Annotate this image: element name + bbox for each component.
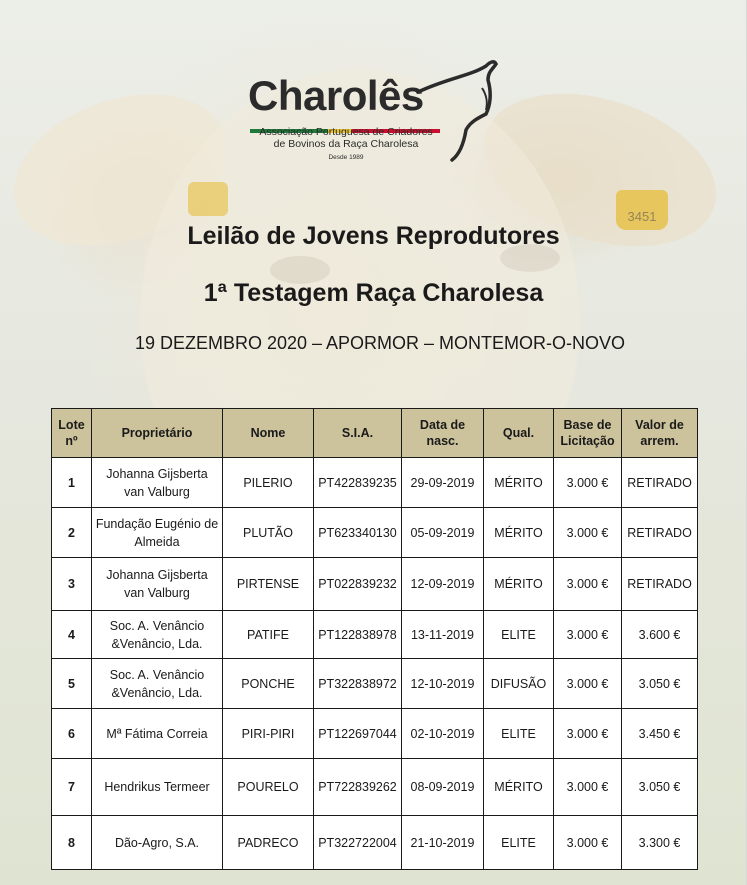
ear-tag-left [188,182,228,216]
cell-base: 3.000 € [554,816,622,870]
logo-association-line2: de Bovinos da Raça Charolesa [273,138,419,150]
col-header-nome: Nome [223,409,314,458]
cell-base: 3.000 € [554,659,622,709]
table-row [52,458,698,508]
cell-lote: 4 [52,611,92,659]
cell-lote: 5 [52,659,92,709]
cell-valor: 3.600 € [622,611,698,659]
cell-lote: 8 [52,816,92,870]
cell-qual: ELITE [484,709,554,759]
cell-sia: PT422839235 [314,458,402,508]
cell-base: 3.000 € [554,611,622,659]
page-title: Leilão de Jovens Reprodutores [187,222,560,250]
cell-qual: DIFUSÃO [484,659,554,709]
col-header-valor-arrem: Valor de arrem. [622,409,698,458]
cell-sia: PT322838972 [314,659,402,709]
logo-association-line1: Associação Portuguesa de Criadores [259,126,433,138]
cell-sia: PT122838978 [314,611,402,659]
cell-nome: PIRI-PIRI [223,709,314,759]
cell-data-nasc: 08-09-2019 [402,759,484,816]
cell-owner: Dão-Agro, S.A. [92,816,223,870]
cell-valor: 3.300 € [622,816,698,870]
cell-lote: 1 [52,458,92,508]
cell-valor: 3.050 € [622,759,698,816]
table-row [52,709,698,759]
cell-data-nasc: 29-09-2019 [402,458,484,508]
cell-owner: Soc. A. Venâncio &Venâncio, Lda. [92,659,223,709]
cell-sia: PT722839262 [314,759,402,816]
col-header-data-nasc: Data de nasc. [402,409,484,458]
cell-sia: PT322722004 [314,816,402,870]
cell-owner: Mª Fátima Correia [92,709,223,759]
cell-qual: ELITE [484,816,554,870]
cell-valor: RETIRADO [622,458,698,508]
cell-valor: RETIRADO [622,508,698,558]
cell-data-nasc: 12-09-2019 [402,558,484,611]
col-header-lote: Lote nº [52,409,92,458]
table-row [52,558,698,611]
cell-valor: RETIRADO [622,558,698,611]
cell-valor: 3.050 € [622,659,698,709]
association-logo [248,58,498,168]
cell-nome: PONCHE [223,659,314,709]
cell-base: 3.000 € [554,458,622,508]
table-row [52,659,698,709]
cell-base: 3.000 € [554,508,622,558]
page-subtitle: 1ª Testagem Raça Charolesa [203,279,544,307]
cell-qual: MÉRITO [484,508,554,558]
cell-nome: PILERIO [223,458,314,508]
cell-qual: MÉRITO [484,458,554,508]
cell-base: 3.000 € [554,759,622,816]
col-header-sia: S.I.A. [314,409,402,458]
cell-valor: 3.450 € [622,709,698,759]
col-header-proprietario: Proprietário [92,409,223,458]
cell-nome: PLUTÃO [223,508,314,558]
event-details: 19 DEZEMBRO 2020 – APORMOR – MONTEMOR-O-NOVO [134,333,626,353]
col-header-base-licitacao: Base de Licitação [554,409,622,458]
cell-data-nasc: 13-11-2019 [402,611,484,659]
cell-lote: 3 [52,558,92,611]
cell-lote: 6 [52,709,92,759]
table-header-row [52,409,698,458]
table-row [52,816,698,870]
cell-owner: Soc. A. Venâncio &Venâncio, Lda. [92,611,223,659]
cell-sia: PT122697044 [314,709,402,759]
cell-nome: PATIFE [223,611,314,659]
cell-owner: Hendrikus Termeer [92,759,223,816]
cell-qual: MÉRITO [484,558,554,611]
cell-qual: ELITE [484,611,554,659]
cell-data-nasc: 05-09-2019 [402,508,484,558]
cell-owner: Fundação Eugénio de Almeida [92,508,223,558]
cell-sia: PT623340130 [314,508,402,558]
cell-qual: MÉRITO [484,759,554,816]
cell-owner: Johanna Gijsberta van Valburg [92,458,223,508]
cell-nome: PADRECO [223,816,314,870]
cell-base: 3.000 € [554,709,622,759]
logo-flag-stripe [250,120,440,124]
auction-lots-table [51,408,698,870]
cell-lote: 2 [52,508,92,558]
logo-since: Desde 1989 [328,154,364,161]
col-header-qual: Qual. [484,409,554,458]
ear-tag-number: 3451 [627,209,657,224]
table-row [52,611,698,659]
cell-base: 3.000 € [554,558,622,611]
cell-lote: 7 [52,759,92,816]
cell-sia: PT022839232 [314,558,402,611]
cell-data-nasc: 12-10-2019 [402,659,484,709]
cell-data-nasc: 21-10-2019 [402,816,484,870]
cell-nome: POURELO [223,759,314,816]
cell-data-nasc: 02-10-2019 [402,709,484,759]
logo-wordmark: Charolês [248,72,424,119]
table-row [52,508,698,558]
cell-nome: PIRTENSE [223,558,314,611]
table-row [52,759,698,816]
cell-owner: Johanna Gijsberta van Valburg [92,558,223,611]
